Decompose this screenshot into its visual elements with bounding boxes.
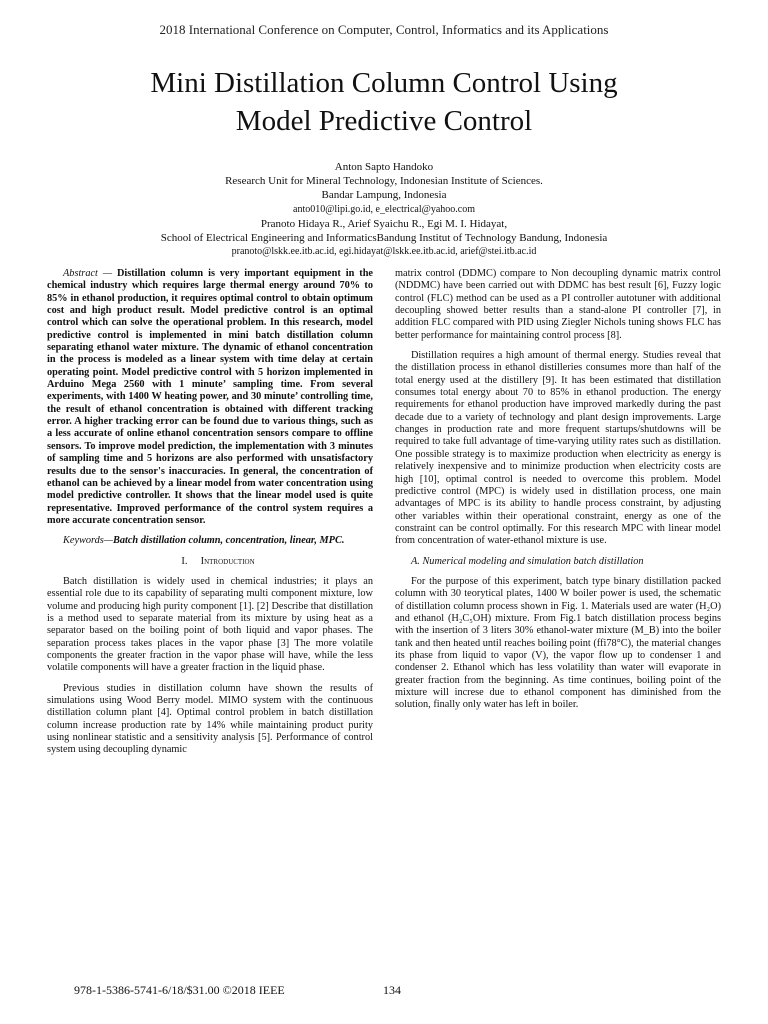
author-1-email: anto010@lipi.go.id, e_electrical@yahoo.com xyxy=(293,203,475,215)
right-column xyxy=(395,268,721,720)
author-1-city: Bandar Lampung, Indonesia xyxy=(321,189,447,202)
author-block xyxy=(60,160,708,259)
keywords-text: Batch distillation column, concentration, linear, MPC. xyxy=(112,535,345,547)
section-heading-introduction xyxy=(47,556,373,568)
abstract xyxy=(47,268,373,527)
footer-isbn: 978-1-5386-5741-6/18/$31.00 ©2018 IEEE xyxy=(74,983,285,997)
intro-paragraph-1: Batch distillation is widely used in chemical industries; it plays an essential role due to its capability of separating multi component mixture, low volume and producing high purity component [1]. [2] Describe that distillation is a method used to separate material from its mixture by using heat as a separator based on the boiling point of both liquid and vapor phases. The separation process takes places in the vapor phase [3] The more volatile components the greater fraction in the vapor phase will have, while the less volatile components will have a greater fraction in the liquid phase. xyxy=(47,575,373,674)
conference-header: 2018 International Conference on Computer, Control, Informatics and its Applications xyxy=(159,22,609,37)
author-2-email: pranoto@lskk.ee.itb.ac.id, egi.hidayat@lskk.ee.itb.ac.id, arief@stei.itb.ac.id xyxy=(231,246,537,258)
paper-title xyxy=(60,64,708,140)
author-2-names: Pranoto Hidaya R., Arief Syaichu R., Egi M. I. Hidayat, xyxy=(260,217,508,230)
page-number: 134 xyxy=(383,983,401,997)
section-title: Introduction xyxy=(200,555,255,567)
left-column xyxy=(47,268,373,765)
author-1-name: Anton Sapto Handoko xyxy=(334,161,434,173)
section-number: I. xyxy=(181,555,188,567)
intro-paragraph-3: matrix control (DDMC) compare to Non decoupling dynamic matrix control (NDDMC) have been carried out with DDMC has best result [6], Fuzzy logic control (FLC) method can be used as a PI controller autotuner with additional decoupling showed better results than a stand-alone PI controller [7], in addition FLC compared with PID using Ziegler Nichols tuning shows FLC has better performance for maintaining control process [8]. xyxy=(395,268,721,341)
title-line-1: Mini Distillation Column Control Using xyxy=(150,67,618,99)
title-line-2: Model Predictive Control xyxy=(235,105,533,137)
abstract-text: Distillation column is very important equipment in the chemical industry which requires large thermal energy around 70% to 85% in ethanol production, it requires optimal control to obtain optimum cost and high product result. Model predictive control is an optimal control which can solve the operational problem. In this research, model predictive control is implemented in mini batch distillation column separating ethanol water mixture. The dynamic of ethanol concentration in the process is modeled as a linear system with time delay at certain operating point. Model predictive control with 5 horizon implemented in Arduino Mega 2560 with 1 minute’ sampling time. From several experiments, with 1400 W heating power, and 30 minute’ controlling time, the result of ethanol concentration is obtained with different tracking error. A higher tracking error can be found due to various things, such as a less accurate of online ethanol concentration sensors compare to offline sensors. To improve model prediction, the implementation with 3 minutes of sampling time and 5 horizons are also performed with unsatisfactory results due to the sensor's inaccuracies. In general, the concentration of ethanol can be achieved by a linear model from water concentration using model predictive controller. It shows that the linear model used is quite representative. Improved performance of the control system requires a more accurate concentration sensor. xyxy=(47,268,373,526)
intro-paragraph-2: Previous studies in distillation column have shown the results of simulations using Wood Berry model. MIMO system with the continuous distillation column plant [4]. Optimal control problem in batch distillation column increase production rate by 14% while maintaining product purity using nonlinear statistic and a sensitivity analysis [5]. Performance of control system using decoupling dynamic xyxy=(47,682,373,756)
subsection-a-paragraph: For the purpose of this experiment, batch type binary distillation packed column with 30 teorytical plates, 1400 W boiler power is used, the schematic of distillation column process shown in Fig. 1. Materials used are water (H₂O) and ethanol (H₂C₅OH) mixture. From Fig.1 batch distillation process begins with the insertion of 3 liters 30% ethanol-water mixture (M_B) into the boiler tank and then heated until reaches boiling point (ffi78°C), the material changes its phase from liquid to vapor (V), the vapor flow up to condenser 1 and condenser 2. Ethanol which has less volatility than water will evaporate in greater fraction from the beginning. As time continues, boiling point of the mixture will increse due to ethanol component has diminished from the solution, finally only water has left in boiler. xyxy=(395,575,721,711)
keywords-label: Keywords— xyxy=(63,535,113,547)
intro-paragraph-4: Distillation requires a high amount of thermal energy. Studies reveal that the distillation process in ethanol distilleries consumes more than half of the total energy used at the distillery [9]. It has been estimated that distillation consumes total energy about 70 to 85% in ethanol production. The energy requirements for ethanol production have improved markedly during the past decade due to a variety of technology and plant design improvements. Large changes in production rate and more frequent startups/shutdowns will be required to take full advantage of time-varying utility rates such as distillation. One possible strategy is to maximize production when electricity as energy is relatively inexpensive and to minimize production when electricity costs are high [10], optimal control is needed to overcome this problem. Model predictive control (MPC) is widely used in distillation process, one main advantages of MPC is its ability to handle process constraint, by adjusting other variables within their operational constraint, energy as one of the constraint can be control optimally. For this research MPC with linear model from concentration of water-ethanol mixture is use. xyxy=(395,350,721,547)
subsection-heading-a: A. Numerical modeling and simulation batch distillation xyxy=(411,555,644,567)
keywords xyxy=(47,535,373,547)
abstract-label: Abstract — xyxy=(63,268,112,279)
author-2-affiliation: School of Electrical Engineering and InformaticsBandung Institut of Technology Bandung, Indonesia xyxy=(160,232,608,245)
author-1-affiliation: Research Unit for Mineral Technology, Indonesian Institute of Sciences. xyxy=(225,175,543,188)
